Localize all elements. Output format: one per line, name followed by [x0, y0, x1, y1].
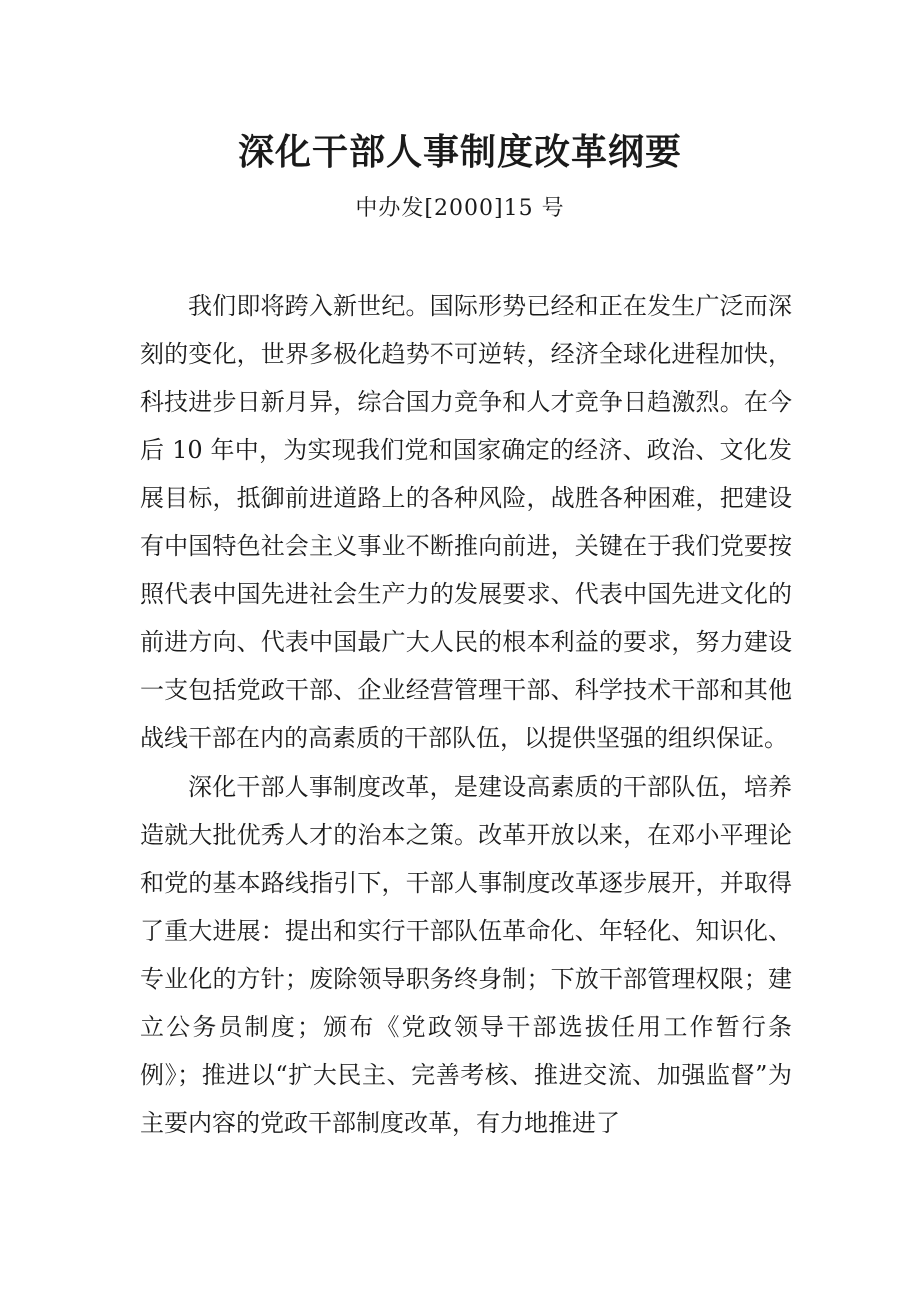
document-body — [140, 282, 792, 1148]
document-number: 中办发[2000]15 号 — [355, 196, 565, 221]
paragraph-2: 深化干部人事制度改革，是建设高素质的干部队伍，培养造就大批优秀人才的治本之策。改革开放以来，在邓小平理论和党的基本路线指引下，干部人事制度改革逐步展开，并取得了重大进展：提出和实行干部队伍革命化、年轻化、知识化、专业化的方针；废除领导职务终身制；下放干部管理权限；建立公务员制度；颁布《党政领导干部选拔任用工作暂行条例》；推进以“扩大民主、完善考核、推进交流、加强监督”为主要内容的党政干部制度改革，有力地推进了 — [140, 773, 792, 1137]
paragraph-1: 我们即将跨入新世纪。国际形势已经和正在发生广泛而深刻的变化，世界多极化趋势不可逆转，经济全球化进程加快，科技进步日新月异，综合国力竞争和人才竞争日趋激烈。在今后 10 年中，为实现我们党和国家确定的经济、政治、文化发展目标，抵御前进道路上的各种风险，战胜各种困难，把建设有中国特色社会主义事业不断推向前进，关键在于我们党要按照代表中国先进社会生产力的发展要求、代表中国先进文化的前进方向、代表中国最广大人民的根本利益的要求，努力建设一支包括党政干部、企业经营管理干部、科学技术干部和其他战线干部在内的高素质的干部队伍，以提供坚强的组织保证。 — [140, 292, 792, 752]
document-title: 深化干部人事制度改革纲要 — [237, 131, 682, 173]
